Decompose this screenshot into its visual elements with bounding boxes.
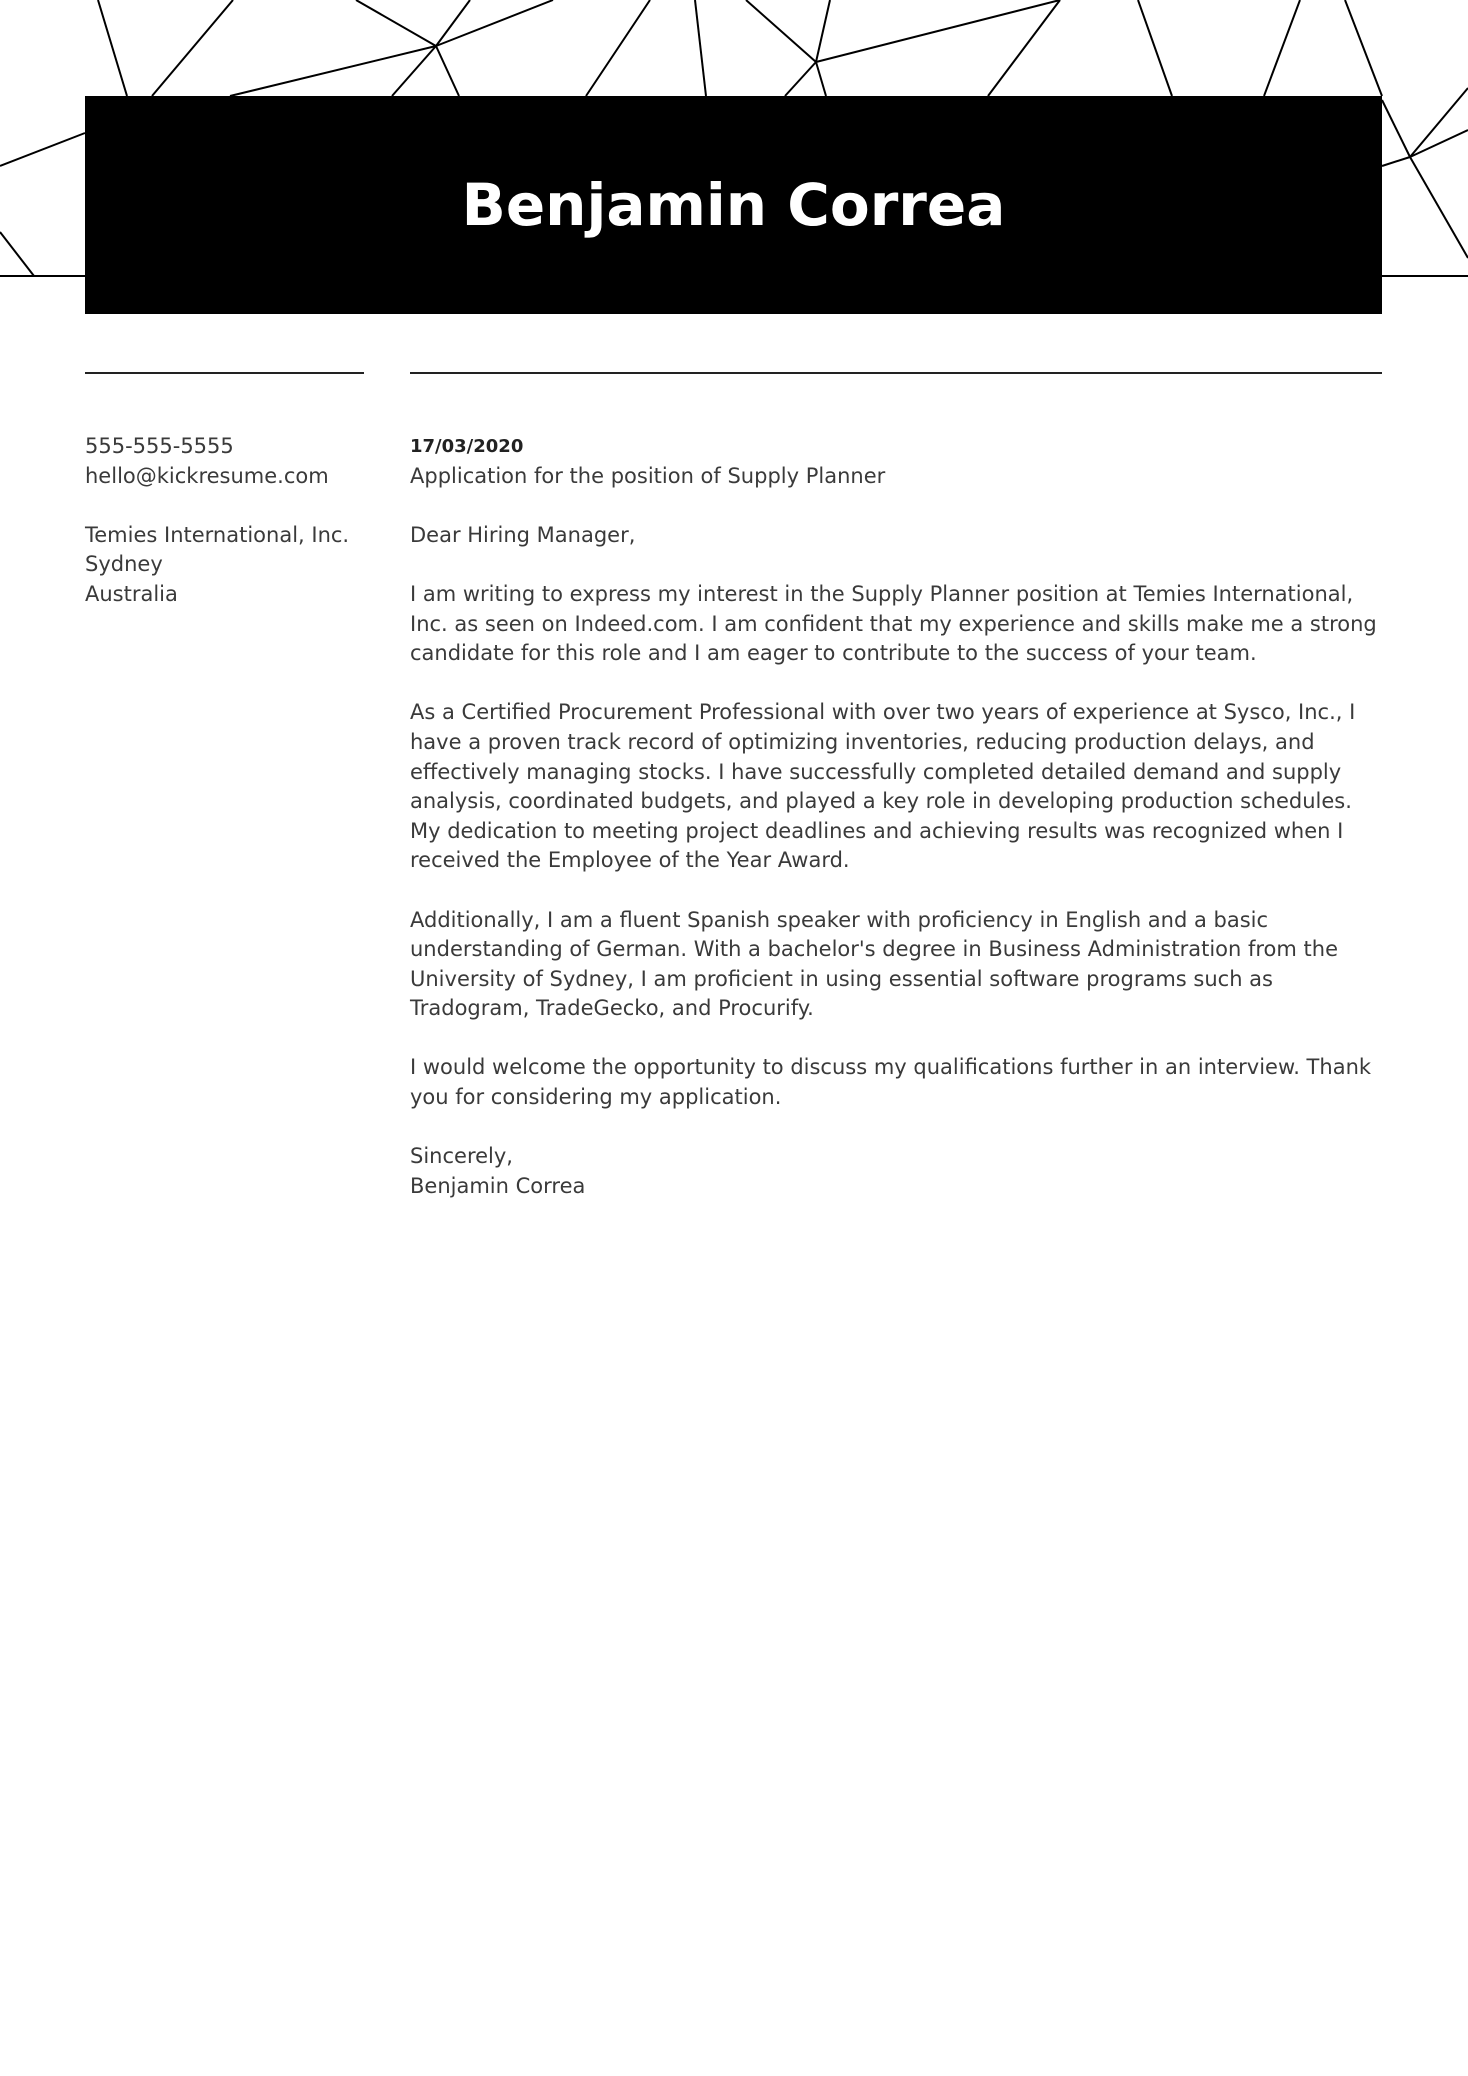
- recipient-city: Sydney: [85, 552, 163, 577]
- letter-closing-block: [410, 1142, 1385, 1201]
- letter-signature: Benjamin Correa: [410, 1173, 586, 1198]
- recipient-country: Australia: [85, 581, 178, 606]
- spacer: [85, 491, 385, 521]
- letter-paragraph: As a Certified Procurement Professional with over two years of experience at Sysco, Inc., I have a proven track record of optimizing inventories, reducing production delays, and effectively managing stocks. I have successfully completed detailed demand and supply analysis, coordinated budgets, and played a key role in developing production schedules. My dedication to meeting project deadlines and achieving results was recognized when I received the Employee of the Year Award.: [410, 700, 1356, 873]
- letter-divider: [410, 372, 1382, 374]
- contact-email: hello@kickresume.com: [85, 463, 329, 488]
- sidebar-divider: [85, 372, 364, 374]
- letter-salutation: Dear Hiring Manager,: [410, 522, 636, 547]
- header-banner: [85, 96, 1382, 314]
- letter-subject: Application for the position of Supply Planner: [410, 463, 886, 488]
- applicant-name: Benjamin Correa: [461, 171, 1006, 239]
- letter-date: 17/03/2020: [410, 436, 524, 457]
- letter-paragraph: Additionally, I am a fluent Spanish speaker with proficiency in English and a basic understanding of German. With a bachelor's degree in Business Administration from the University of Sydney, I am proficient in using essential software programs such as Tradogram, TradeGecko, and Procurify.: [410, 907, 1338, 1021]
- letter-body: [410, 432, 1385, 1201]
- letter-paragraph: I would welcome the opportunity to discuss my qualifications further in an interview. Thank you for considering my application.: [410, 1055, 1372, 1110]
- recipient-company: Temies International, Inc.: [85, 522, 350, 547]
- sidebar: [85, 432, 385, 610]
- letter-closing: Sincerely,: [410, 1144, 513, 1169]
- contact-phone: 555-555-5555: [85, 434, 234, 458]
- letter-paragraph: I am writing to express my interest in the Supply Planner position at Temies International, Inc. as seen on Indeed.com. I am confident that my experience and skills make me a strong candidate for this role and I am eager to contribute to the success of your team.: [410, 581, 1377, 666]
